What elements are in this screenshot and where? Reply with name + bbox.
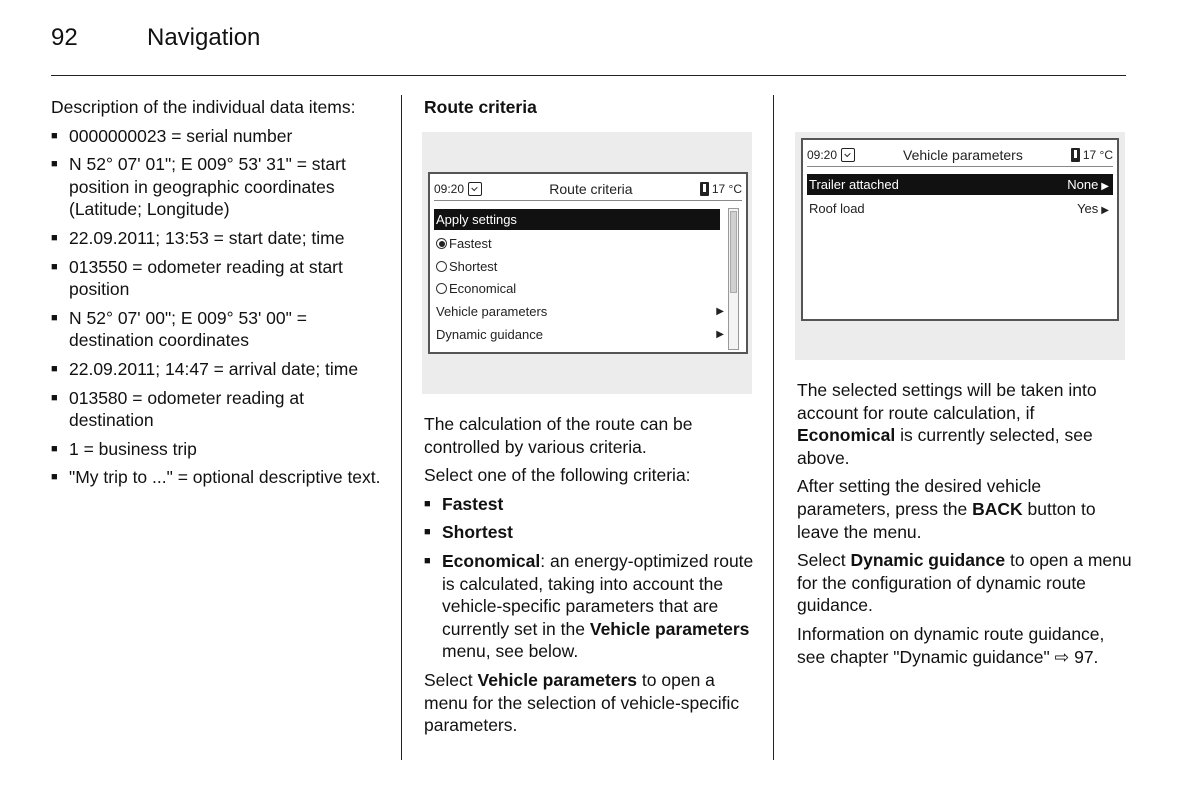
menu-item-dynamic-guidance[interactable] (434, 324, 724, 345)
screen-scrollbar[interactable] (728, 208, 739, 350)
menu-item-value: None (1067, 177, 1099, 192)
menu-item-fastest[interactable] (434, 233, 720, 254)
menu-item-label: Trailer attached (809, 177, 899, 192)
clock-icon (468, 182, 482, 196)
text-fragment: Select (797, 550, 851, 571)
vehicle-parameters-screen (801, 138, 1119, 321)
arrow-right-icon: ▶ (1101, 205, 1109, 216)
menu-item-roof-load[interactable] (807, 198, 1113, 219)
list-item: ■ 22.09.2011; 14:47 = arrival date; time (51, 358, 386, 381)
scrollbar-thumb[interactable] (730, 211, 737, 293)
screen-temp: 17 °C (711, 182, 742, 196)
menu-item-value: Yes (1077, 201, 1099, 216)
paragraph: Select one of the following criteria: (424, 465, 691, 486)
menu-item-label: Roof load (809, 201, 865, 216)
menu-item-label: Dynamic guidance (436, 327, 543, 342)
bold-term: Vehicle parameters (589, 618, 750, 639)
list-item: ■ N 52° 07' 00"; E 009° 53' 00" = destination coordinates (51, 307, 386, 352)
menu-item-shortest[interactable] (434, 256, 720, 277)
screen-time: 09:20 (434, 182, 465, 196)
list-item (424, 521, 759, 544)
paragraph (797, 475, 1132, 543)
radio-unselected-icon (436, 283, 447, 294)
menu-item-label: Economical (449, 281, 517, 296)
section-title: Navigation (147, 24, 261, 51)
paragraph: The calculation of the route can be controlled by various criteria. (424, 414, 693, 457)
menu-item-vehicle-parameters[interactable] (434, 301, 724, 322)
text-fragment: to open a menu for the configuration of dynamic route guidance. (797, 550, 1132, 616)
bold-term: BACK (972, 498, 1023, 519)
paragraph (797, 379, 1132, 469)
text-fragment: to open a menu for the selection of vehicle-specific parameters. (424, 669, 740, 736)
menu-item-label: Shortest (449, 259, 498, 274)
bold-term: Dynamic guidance (850, 550, 1006, 571)
screen-titlebar (807, 144, 1113, 167)
column-divider-1 (401, 95, 402, 760)
text-fragment: is currently selected, see above. (797, 425, 1093, 468)
screen-title: Vehicle parameters (903, 147, 1023, 163)
thermometer-icon (1071, 148, 1080, 162)
column-3-text (797, 379, 1132, 674)
radio-selected-icon (436, 238, 447, 249)
column-1 (51, 96, 386, 495)
screen-title: Route criteria (549, 181, 633, 197)
arrow-right-icon: ▶ (716, 329, 724, 340)
list-item: ■ N 52° 07' 01"; E 009° 53' 31" = start position in geographic coordinates (Latitude; Longitude) (51, 153, 386, 221)
header-rule (51, 75, 1126, 76)
paragraph (797, 549, 1132, 617)
text-fragment: The selected settings will be taken into account for route calculation, if (797, 380, 1097, 423)
column-divider-2 (773, 95, 774, 760)
bold-term: Vehicle parameters (477, 669, 638, 690)
text-fragment: menu, see below. (442, 641, 579, 662)
screen-time: 09:20 (807, 148, 838, 162)
text-fragment: Select (424, 669, 478, 690)
text-fragment: button to leave the menu. (797, 498, 1096, 542)
page-header (51, 24, 260, 54)
paragraph (424, 669, 759, 737)
menu-item-trailer-attached[interactable] (807, 174, 1113, 195)
list-item (424, 550, 759, 663)
list-item (424, 493, 759, 516)
column-2-text (424, 413, 759, 743)
route-criteria-screen (428, 172, 748, 354)
list-item: ■ "My trip to ..." = optional descriptive text. (51, 466, 386, 489)
menu-item-apply-settings[interactable] (434, 209, 720, 230)
criterion-economical: Economical (442, 550, 541, 571)
criterion-fastest: Fastest (442, 493, 504, 514)
menu-item-economical[interactable] (434, 278, 720, 299)
list-item: ■ 22.09.2011; 13:53 = start date; time (51, 227, 386, 250)
data-items-list (51, 125, 386, 489)
bold-term: Economical (797, 425, 896, 446)
arrow-right-icon: ▶ (1101, 181, 1109, 192)
screen-titlebar (434, 178, 742, 201)
list-item: ■ 0000000023 = serial number (51, 125, 386, 148)
list-item: ■ 013550 = odometer reading at start position (51, 256, 386, 301)
intro-text: Description of the individual data items: (51, 97, 356, 117)
clock-icon (841, 148, 855, 162)
menu-item-label: Vehicle parameters (436, 304, 548, 319)
list-item: ■ 1 = business trip (51, 438, 386, 461)
paragraph: Information on dynamic route guidance, see chapter "Dynamic guidance" ⇨ 97. (797, 623, 1105, 667)
arrow-right-icon: ▶ (716, 306, 724, 317)
menu-item-label: Apply settings (436, 212, 517, 227)
thermometer-icon (700, 182, 709, 196)
route-criteria-heading: Route criteria (424, 97, 537, 117)
text-fragment: : an energy-optimized route is calculated, taking into account the vehicle-specific parameters that are currently set in the (442, 550, 754, 639)
menu-item-label: Fastest (449, 236, 492, 251)
screen-temp: 17 °C (1082, 148, 1113, 162)
page-number: 92 (51, 24, 78, 51)
radio-unselected-icon (436, 261, 447, 272)
list-item: ■ 013580 = odometer reading at destination (51, 387, 386, 432)
criteria-list (424, 493, 759, 663)
text-fragment: After setting the desired vehicle parameters, press the (797, 476, 1042, 519)
criterion-shortest: Shortest (442, 522, 513, 543)
